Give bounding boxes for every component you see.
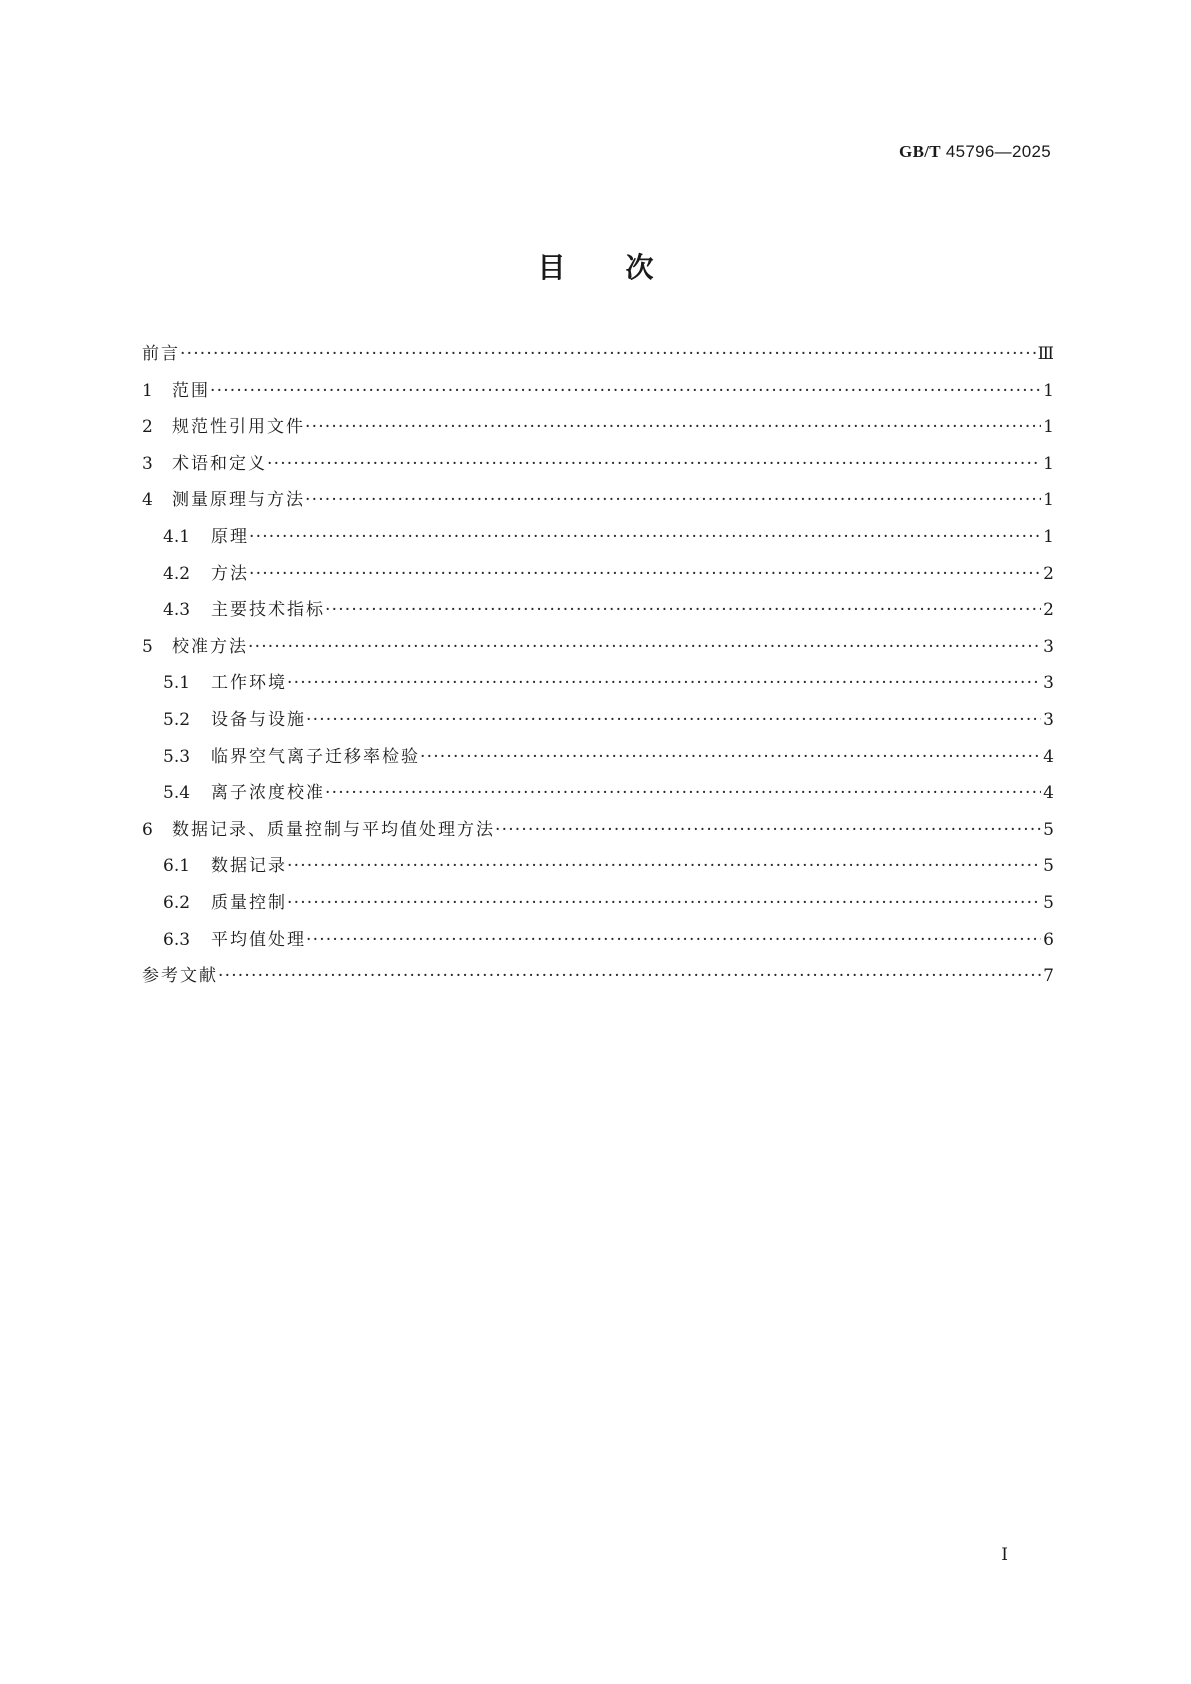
toc-leader-dots — [287, 673, 1041, 693]
toc-entry-label: 质量控制 — [211, 892, 287, 913]
toc-entry-page: 3 — [1043, 673, 1054, 694]
toc-entry-label: 校准方法 — [172, 636, 248, 657]
toc-leader-dots — [267, 454, 1041, 474]
toc-entry-label: 参考文献 — [142, 966, 218, 987]
toc-entry-page: 6 — [1043, 929, 1054, 950]
toc-entry-page: 3 — [1043, 636, 1054, 657]
toc-entry-page: 1 — [1043, 380, 1054, 401]
standard-code: 45796—2025 — [945, 142, 1051, 161]
toc-entry-label: 设备与设施 — [211, 709, 306, 730]
toc-entry-number: 4.2 — [163, 563, 191, 584]
toc-entry-page: 7 — [1043, 966, 1054, 987]
toc-leader-dots — [218, 966, 1041, 986]
toc-leader-dots — [249, 564, 1041, 584]
toc-leader-dots — [420, 747, 1041, 767]
toc-entry-number: 3 — [142, 453, 153, 474]
toc-leader-dots — [287, 893, 1041, 913]
toc-entry-page: 1 — [1043, 526, 1054, 547]
toc-leader-dots — [180, 344, 1036, 364]
toc-entry-page: Ⅲ — [1037, 344, 1054, 364]
toc-leader-dots — [305, 417, 1041, 437]
toc-entry-page: 3 — [1043, 709, 1054, 730]
toc-entry-number: 5.2 — [163, 709, 191, 730]
toc-entry-4-1[interactable] — [142, 522, 1054, 559]
toc-entry-page: 5 — [1043, 819, 1054, 840]
toc-entry-label: 数据记录、质量控制与平均值处理方法 — [172, 819, 495, 840]
toc-entry-number: 6 — [142, 819, 153, 840]
standard-prefix: GB/T — [899, 142, 941, 161]
toc-entry-label: 方法 — [211, 563, 249, 584]
toc-entry-6[interactable] — [142, 815, 1054, 852]
toc-entry-label: 平均值处理 — [211, 929, 306, 950]
toc-entry-page: 1 — [1043, 417, 1054, 438]
toc-entry-6-3[interactable] — [142, 925, 1054, 962]
toc-entry-label: 工作环境 — [211, 673, 287, 694]
toc-entry-number: 6.3 — [163, 929, 191, 950]
toc-entry-number: 1 — [142, 380, 153, 401]
toc-entry-page: 4 — [1043, 746, 1054, 767]
toc-entry-label: 数据记录 — [211, 856, 287, 877]
toc-entry-number: 5.3 — [163, 746, 191, 767]
toc-leader-dots — [210, 381, 1041, 401]
toc-entry-label: 测量原理与方法 — [172, 490, 305, 511]
toc-entry-number: 4.3 — [163, 600, 191, 621]
toc-entry-6-2[interactable] — [142, 888, 1054, 925]
toc-entry-label: 临界空气离子迁移率检验 — [211, 746, 420, 767]
toc-entry-2[interactable] — [142, 412, 1054, 449]
toc-entry-number: 6.1 — [163, 856, 191, 877]
toc-entry-number: 5.4 — [163, 783, 191, 804]
toc-entry-foreword[interactable] — [142, 339, 1054, 376]
toc-entry-number: 5 — [142, 636, 153, 657]
toc-leader-dots — [248, 637, 1041, 657]
toc-entry-5[interactable] — [142, 632, 1054, 669]
toc-entry-page: 5 — [1043, 856, 1054, 877]
table-of-contents — [142, 339, 1054, 998]
toc-entry-label: 主要技术指标 — [211, 600, 325, 621]
toc-entry-page: 4 — [1043, 783, 1054, 804]
toc-entry-6-1[interactable] — [142, 851, 1054, 888]
toc-entry-5-1[interactable] — [142, 668, 1054, 705]
toc-entry-page: 2 — [1043, 563, 1054, 584]
toc-entry-4-3[interactable] — [142, 595, 1054, 632]
toc-leader-dots — [495, 820, 1041, 840]
toc-leader-dots — [306, 930, 1041, 950]
toc-entry-number: 6.2 — [163, 892, 191, 913]
toc-entry-5-3[interactable] — [142, 742, 1054, 779]
standard-number — [899, 142, 1051, 162]
toc-entry-page: 2 — [1043, 600, 1054, 621]
toc-entry-page: 1 — [1043, 453, 1054, 474]
toc-leader-dots — [305, 490, 1041, 510]
toc-entry-number: 4.1 — [163, 526, 191, 547]
toc-entry-5-2[interactable] — [142, 705, 1054, 742]
toc-entry-label: 术语和定义 — [172, 453, 267, 474]
toc-entry-number: 5.1 — [163, 673, 191, 694]
toc-title: 目次 — [537, 251, 714, 284]
page-number: Ⅰ — [1001, 1545, 1008, 1565]
toc-leader-dots — [249, 527, 1041, 547]
toc-entry-label: 范围 — [172, 380, 210, 401]
toc-leader-dots — [306, 710, 1041, 730]
toc-leader-dots — [325, 600, 1041, 620]
toc-entry-1[interactable] — [142, 376, 1054, 413]
toc-leader-dots — [287, 856, 1041, 876]
toc-entry-page: 1 — [1043, 490, 1054, 511]
toc-entry-label: 离子浓度校准 — [211, 783, 325, 804]
toc-entry-number: 2 — [142, 417, 153, 438]
toc-entry-4-2[interactable] — [142, 559, 1054, 596]
toc-entry-3[interactable] — [142, 449, 1054, 486]
toc-leader-dots — [325, 783, 1041, 803]
toc-entry-label: 前言 — [142, 344, 180, 364]
toc-entry-5-4[interactable] — [142, 778, 1054, 815]
toc-entry-page: 5 — [1043, 892, 1054, 913]
toc-entry-label: 原理 — [211, 526, 249, 547]
toc-entry-4[interactable] — [142, 485, 1054, 522]
toc-entry-number: 4 — [142, 490, 153, 511]
toc-entry-label: 规范性引用文件 — [172, 417, 305, 438]
toc-entry-references[interactable] — [142, 961, 1054, 998]
